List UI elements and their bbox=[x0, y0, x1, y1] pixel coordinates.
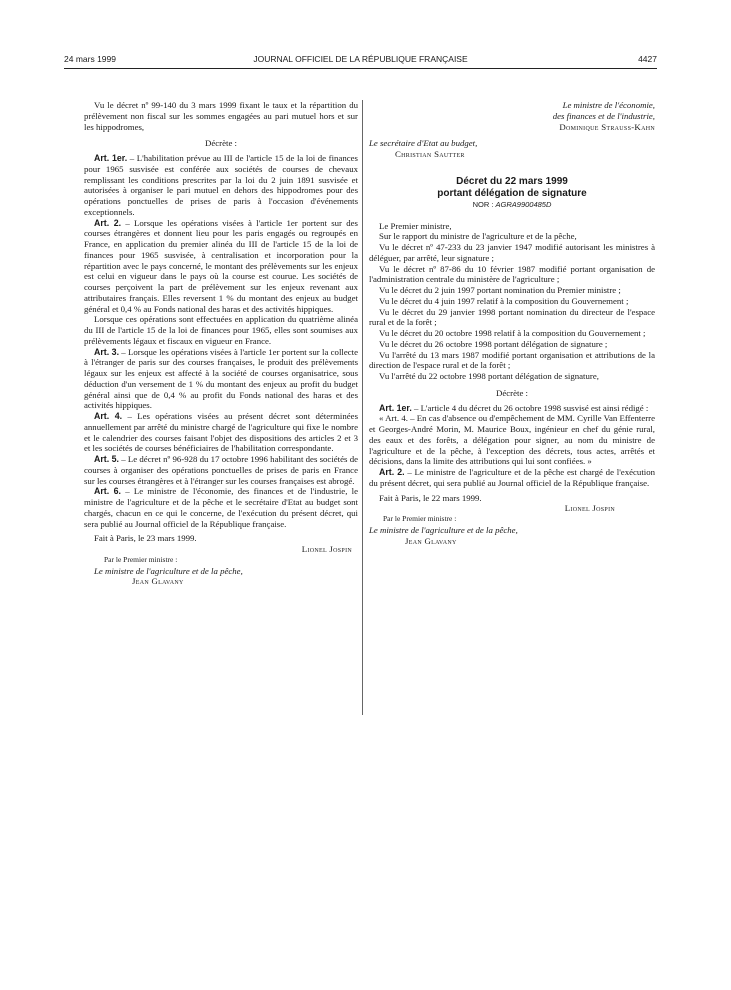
visa-paragraph: Sur le rapport du ministre de l'agriculture et de la pêche, bbox=[379, 231, 577, 242]
nor-line: NOR : AGRA9900485D bbox=[472, 199, 552, 209]
visa-paragraph: Vu l'arrêté du 13 mars 1987 modifié portant organisation et attributions de la direction de l'espace rural et de la forêt ; bbox=[369, 349, 655, 371]
article-1-quote: « Art. 4. – En cas d'absence ou d'empêchement de MM. Cyrille Van Effenterre et Georges-André Morin, M. Maurice Boux, ingénieur en chef du génie rural, des eaux et des forêts, a délégation pour signer, au nom du ministre de l'agriculture et de la pêche, à l'exception des décrets, tous actes, arrêtés et décisions, dans la limite des attributions qui lui sont confiées. » bbox=[369, 413, 655, 467]
header-journal-title: JOURNAL OFFICIEL DE LA RÉPUBLIQUE FRANÇAISE bbox=[253, 54, 468, 64]
visa-paragraph: Vu le décret nº 47-233 du 23 janvier 1947 modifié autorisant les ministres à déléguer, par arrêté, leur signature ; bbox=[369, 242, 655, 263]
premier-ministre: Le Premier ministre, bbox=[379, 220, 452, 231]
eco-minister-title-2: des finances et de l'industrie, bbox=[552, 110, 655, 121]
decree-title: Décret du 22 mars 1999 bbox=[456, 175, 568, 187]
nor-code: AGRA9900485D bbox=[495, 199, 552, 209]
article-paragraph: Art. 2. – Lorsque les opérations visées à l'article 1er portent sur des courses étrangères et donnent lieu pour les paris engagés ou regroupés en France, en application du premier alinéa du III de l'article 15 de la loi de finances pour 1965 susvisée, à centralisation et incorporation pour la répartition avec le pays concerné, le montant des prélèvements sur les enjeux est celui en vigueur dans le pays où la course est courue. Les sociétés de courses perçoivent la part de prélèvement sur les enjeux revenant aux attributaires français. Elles reversent 1 % du montant des enjeux au budget général et 0,4 % au Fonds national des haras et des activités hippiques. bbox=[84, 217, 358, 314]
decrete-heading: Décrète : bbox=[205, 138, 237, 149]
visa-paragraph: Vu le décret du 4 juin 1997 relatif à la composition du Gouvernement ; bbox=[379, 295, 629, 306]
left-column bbox=[84, 100, 358, 587]
visa-paragraph: Vu le décret du 26 octobre 1998 portant délégation de signature ; bbox=[379, 338, 608, 349]
header-date: 24 mars 1999 bbox=[64, 54, 116, 64]
article-paragraph: Lorsque ces opérations sont effectuées en application du quatrième alinéa du III de l'article 15 de la loi de finances pour 1965, elles sont soumises aux prélèvements légaux et fiscaux en vigueur en France. bbox=[84, 314, 358, 346]
header-rule bbox=[64, 68, 657, 69]
par-line-right: Par le Premier ministre : bbox=[383, 514, 457, 523]
article-paragraph: Art. 6. – Le ministre de l'économie, des finances et de l'industrie, le ministre de l'agriculture et de la pêche et le secrétaire d'Etat au budget sont chargés, chacun en ce qui le concerne, de l'exécution du présent décret, qui sera publié au Journal officiel de la République française. bbox=[84, 486, 358, 529]
budget-title: Le secrétaire d'Etat au budget, bbox=[369, 138, 478, 149]
minister-name-right: Jean Glavany bbox=[405, 535, 457, 546]
visa-paragraph: Vu le décret du 29 janvier 1998 portant nomination du directeur de l'espace rural et de la forêt ; bbox=[369, 306, 655, 328]
page-header bbox=[64, 54, 657, 66]
done-date-right: Fait à Paris, le 22 mars 1999. bbox=[379, 492, 482, 503]
article-paragraph: Art. 3. – Lorsque les opérations visées à l'article 1er portent sur la collecte à l'étranger de paris sur des courses françaises, le produit des prélèvements légaux sur les enjeux est affecté à la société de courses organisatrice, sous déduction d'un versement de 1 % du montant des enjeux au profit du budget général ainsi que de 0,4 % au profit du Fonds national des haras et des activités hippiques. bbox=[84, 346, 358, 411]
par-line: Par le Premier ministre : bbox=[104, 554, 178, 564]
minister-name: Jean Glavany bbox=[132, 576, 184, 587]
eco-minister-title: Le ministre de l'économie, bbox=[562, 100, 655, 110]
column-separator bbox=[362, 100, 363, 715]
decrete-heading-right: Décrète : bbox=[496, 387, 528, 398]
right-column bbox=[369, 100, 655, 546]
signer-name: Lionel Jospin bbox=[301, 544, 352, 554]
article-2-right: Art. 2. – Le ministre de l'agriculture et de la pêche est chargé de l'exécution du présent décret, qui sera publié au Journal officiel de la République française. bbox=[369, 467, 656, 488]
article-list bbox=[84, 153, 358, 529]
visa-paragraph: Vu le décret du 20 octobre 1998 relatif à la composition du Gouvernement ; bbox=[379, 328, 646, 338]
article-paragraph: Art. 5. – Le décret nº 96-928 du 17 octobre 1996 habilitant des sociétés de courses à organiser des opérations ponctuelles de prises de paris en France sur les courses étrangères et à l'étranger sur les courses françaises est abrogé. bbox=[84, 454, 359, 486]
signer-name-right: Lionel Jospin bbox=[564, 503, 615, 514]
minister-title: Le ministre de l'agriculture et de la pêche, bbox=[94, 565, 243, 576]
article-paragraph: Art. 1er. – L'habilitation prévue au III de l'article 15 de la loi de finances pour 1965 susvisée est conférée aux sociétés de courses de chevaux remplissant les conditions prescrites par la loi du 2 juin 1891 susvisée et autorisées à organiser le pari mutuel en dehors des hippodromes pour des opérations ponctuelles de prises de paris à l'occasion d'événements exceptionnels. bbox=[84, 153, 358, 217]
visa-list bbox=[369, 231, 655, 382]
minister-title-right: Le ministre de l'agriculture et de la pêche, bbox=[369, 524, 518, 535]
visa-paragraph: Vu le décret nº 87-86 du 10 février 1987 modifié portant organisation de l'administration centrale du ministère de l'agriculture ; bbox=[369, 263, 655, 285]
budget-name: Christian Sautter bbox=[395, 149, 465, 159]
article-1-right: Art. 1er. – L'article 4 du décret du 26 octobre 1998 susvisé est ainsi rédigé : bbox=[379, 402, 649, 413]
header-page-number: 4427 bbox=[638, 54, 657, 64]
eco-minister-name: Dominique Strauss-Kahn bbox=[559, 121, 655, 132]
decree-subtitle: portant délégation de signature bbox=[437, 187, 587, 199]
article-paragraph: Art. 4. – Les opérations visées au présent décret sont déterminées annuellement par arrêté du ministre chargé de l'agriculture qui fixe le nombre et le calendrier des courses faisant l'objet des dispositions des articles 2 et 3 et les sociétés de courses bénéficiaires de l'habilitation correspondante. bbox=[84, 411, 359, 454]
visa-paragraph: Vu le décret du 2 juin 1997 portant nomination du Premier ministre ; bbox=[379, 285, 621, 295]
done-date: Fait à Paris, le 23 mars 1999. bbox=[94, 533, 197, 544]
intro-visa: Vu le décret nº 99-140 du 3 mars 1999 fixant le taux et la répartition du prélèvement non fiscal sur les sommes engagées au pari mutuel hors et sur les hippodromes, bbox=[84, 100, 358, 132]
visa-paragraph: Vu l'arrêté du 22 octobre 1998 portant délégation de signature, bbox=[379, 371, 599, 381]
